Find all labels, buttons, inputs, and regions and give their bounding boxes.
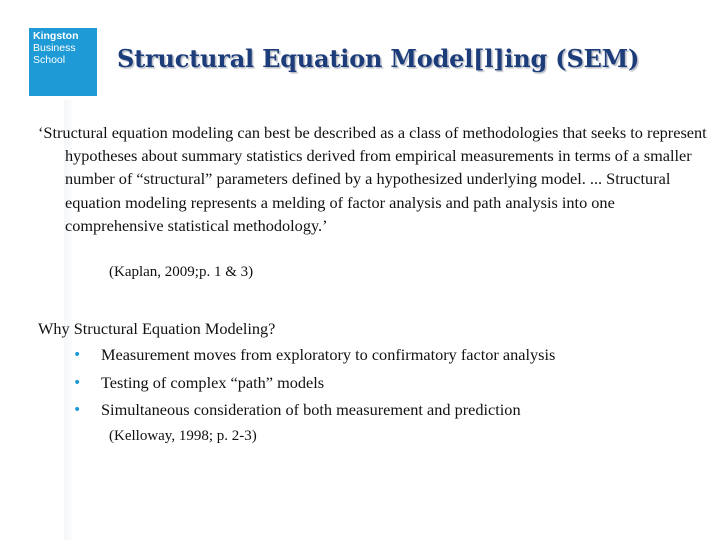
kelloway-citation: (Kelloway, 1998; p. 2-3)	[109, 428, 257, 444]
reasons-list	[62, 345, 555, 428]
slide-title: Structural Equation Model[l]ing (SEM)	[117, 44, 640, 73]
list-item	[62, 345, 555, 373]
bullet-text: Simultaneous consideration of both measurement and prediction	[101, 400, 521, 419]
logo-line-3: School	[33, 54, 66, 66]
list-item	[62, 400, 555, 428]
bullet-text: Measurement moves from exploratory to confirmatory factor analysis	[101, 345, 556, 364]
why-heading: Why Structural Equation Modeling?	[38, 319, 276, 338]
bullet-dot-icon: •	[73, 374, 82, 391]
logo-line-1: Kingston	[33, 30, 79, 42]
kingston-business-school-logo	[29, 28, 97, 96]
list-item	[62, 373, 555, 401]
kaplan-citation: (Kaplan, 2009;p. 1 & 3)	[109, 264, 254, 280]
bullet-dot-icon: •	[73, 347, 82, 363]
bullet-text: Testing of complex “path” models	[101, 372, 325, 392]
logo-line-2: Business	[33, 42, 76, 54]
bullet-dot-icon: •	[73, 402, 82, 418]
definition-quote: ‘Structural equation modeling can best be described as a class of methodologies that seeks to represent hypotheses about summary statistics derived from empirical measurements in terms of a smaller number of “structural” parameters defined by a hypothesized underlying model. ... Structural equation modeling represents a melding of factor analysis and path analysis into one comprehensive statistical methodology.’	[38, 123, 707, 235]
